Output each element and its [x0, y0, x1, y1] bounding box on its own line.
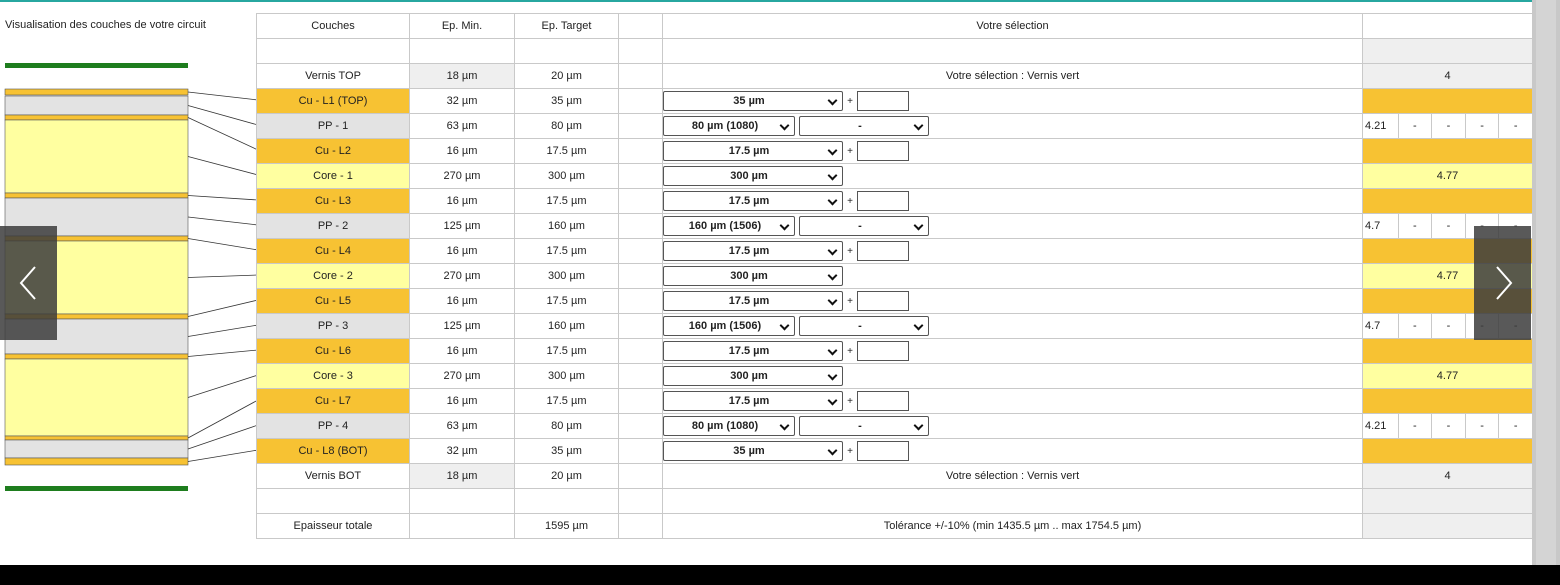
- chevron-down-icon: [914, 222, 923, 231]
- header-selection: Votre sélection: [663, 14, 1363, 39]
- selection-controls: [663, 164, 1363, 189]
- ep-target: 80 µm: [515, 414, 619, 439]
- layer-row-cu-l1-top: [257, 89, 1533, 114]
- leader-line: [188, 92, 258, 100]
- selection-text: Votre sélection : Vernis vert: [663, 464, 1363, 489]
- ep-target: 20 µm: [515, 64, 619, 89]
- chevron-down-icon: [828, 272, 837, 281]
- selection-controls: [663, 314, 1363, 339]
- thickness-dropdown[interactable]: 17.5 µm: [663, 291, 843, 311]
- stack-layer-core: [5, 359, 188, 436]
- thickness-dropdown[interactable]: 300 µm: [663, 366, 843, 386]
- dielectric-value: 4.7: [1363, 214, 1398, 238]
- chevron-down-icon: [780, 422, 789, 431]
- selection-controls: [663, 389, 1363, 414]
- layer-row-cu-l8-bot: [257, 439, 1533, 464]
- layer-stack-table: [256, 13, 1533, 539]
- carousel-next-button[interactable]: [1474, 226, 1531, 340]
- dielectric-value: -: [1398, 214, 1432, 238]
- layer-name: Cu - L7: [257, 389, 410, 414]
- plus-sign: +: [847, 145, 853, 157]
- selection-text: Votre sélection : Vernis vert: [663, 64, 1363, 89]
- thickness-dropdown[interactable]: 160 µm (1506): [663, 316, 795, 336]
- selection-controls: [663, 439, 1363, 464]
- top-accent-line: [0, 0, 1532, 2]
- ep-target: 17.5 µm: [515, 389, 619, 414]
- thickness-dropdown[interactable]: 17.5 µm: [663, 341, 843, 361]
- thickness-dropdown[interactable]: 17.5 µm: [663, 391, 843, 411]
- chevron-down-icon: [780, 122, 789, 131]
- ep-target: 17.5 µm: [515, 239, 619, 264]
- layer-name: Vernis TOP: [257, 64, 410, 89]
- layer-name: Core - 3: [257, 364, 410, 389]
- varnish-bottom-bar: [5, 486, 188, 491]
- dielectric-value: -: [1431, 114, 1465, 138]
- ep-target: 17.5 µm: [515, 339, 619, 364]
- extra-thickness-input[interactable]: [857, 141, 909, 161]
- ep-target: 300 µm: [515, 164, 619, 189]
- chevron-left-icon: [17, 263, 41, 303]
- thickness-dropdown[interactable]: 160 µm (1506): [663, 216, 795, 236]
- layer-name: Cu - L2: [257, 139, 410, 164]
- ep-min: 18 µm: [410, 64, 515, 89]
- layer-row-pp-4: [257, 414, 1533, 439]
- plus-sign: +: [847, 395, 853, 407]
- stack-layer-cu: [5, 436, 188, 440]
- chevron-down-icon: [914, 122, 923, 131]
- total-target: 1595 µm: [515, 514, 619, 539]
- total-row: [257, 514, 1533, 539]
- chevron-down-icon: [914, 322, 923, 331]
- leader-line: [188, 400, 258, 438]
- tolerance-text: Tolérance +/-10% (min 1435.5 µm .. max 1754.5 µm): [663, 514, 1363, 539]
- layer-name: PP - 1: [257, 114, 410, 139]
- header-ep-target: Ep. Target: [515, 14, 619, 39]
- layer-row-cu-l4: [257, 239, 1533, 264]
- ep-min: 16 µm: [410, 389, 515, 414]
- thickness-dropdown[interactable]: 80 µm (1080): [663, 416, 795, 436]
- ep-target: 17.5 µm: [515, 189, 619, 214]
- extra-thickness-input[interactable]: [857, 441, 909, 461]
- ep-target: 160 µm: [515, 214, 619, 239]
- spacer-row: [257, 489, 1533, 514]
- chevron-down-icon: [828, 172, 837, 181]
- stack-layer-core: [5, 120, 188, 193]
- stack-layer-cu: [5, 458, 188, 465]
- ep-min: 270 µm: [410, 364, 515, 389]
- chevron-down-icon: [828, 397, 837, 406]
- dielectric-value: -: [1398, 314, 1432, 338]
- material-dropdown[interactable]: -: [799, 316, 929, 336]
- extra-thickness-input[interactable]: [857, 391, 909, 411]
- header-couches: Couches: [257, 14, 410, 39]
- dielectric-value: 4.21: [1363, 114, 1398, 138]
- plus-sign: +: [847, 295, 853, 307]
- stack-layer-pp: [5, 96, 188, 115]
- leader-line: [188, 450, 258, 462]
- chevron-down-icon: [780, 322, 789, 331]
- dielectric-value: -: [1431, 214, 1465, 238]
- chevron-down-icon: [828, 97, 837, 106]
- layer-name: Cu - L8 (BOT): [257, 439, 410, 464]
- ep-target: 300 µm: [515, 364, 619, 389]
- scrollbar-track[interactable]: [1536, 0, 1556, 565]
- layer-row-pp-2: [257, 214, 1533, 239]
- varnish-value: 4: [1363, 64, 1533, 89]
- ep-target: 300 µm: [515, 264, 619, 289]
- leader-line: [188, 275, 258, 278]
- thickness-dropdown[interactable]: 17.5 µm: [663, 241, 843, 261]
- layer-row-vernis-top: [257, 64, 1533, 89]
- extra-thickness-input[interactable]: [857, 191, 909, 211]
- ep-min: 63 µm: [410, 414, 515, 439]
- dielectric-value: 4.21: [1363, 414, 1398, 438]
- table-header-row: [257, 14, 1533, 39]
- chevron-down-icon: [828, 447, 837, 456]
- layer-row-pp-1: [257, 114, 1533, 139]
- chevron-down-icon: [828, 347, 837, 356]
- leader-line: [188, 350, 258, 357]
- leader-line: [188, 425, 258, 449]
- ep-target: 35 µm: [515, 89, 619, 114]
- footer-bar: [0, 565, 1560, 585]
- vertical-scrollbar[interactable]: [1532, 0, 1560, 565]
- ep-min: 18 µm: [410, 464, 515, 489]
- ep-min: 32 µm: [410, 439, 515, 464]
- dielectric-value: -: [1465, 414, 1499, 438]
- dielectric-value: -: [1498, 414, 1532, 438]
- dielectric-value: -: [1431, 414, 1465, 438]
- stack-layer-pp: [5, 440, 188, 458]
- layer-row-cu-l5: [257, 289, 1533, 314]
- dielectric-value: -: [1498, 114, 1532, 138]
- ep-min: 16 µm: [410, 139, 515, 164]
- carousel-prev-button[interactable]: [0, 226, 57, 340]
- header-right: [1363, 14, 1533, 39]
- stack-layer-cu: [5, 89, 188, 95]
- leader-line: [188, 239, 258, 251]
- thickness-dropdown[interactable]: 300 µm: [663, 166, 843, 186]
- ep-target: 80 µm: [515, 114, 619, 139]
- dielectric-value: -: [1398, 414, 1432, 438]
- spacer-row: [257, 39, 1533, 64]
- thickness-dropdown[interactable]: 35 µm: [663, 91, 843, 111]
- material-dropdown[interactable]: -: [799, 116, 929, 136]
- selection-controls: [663, 264, 1363, 289]
- layer-name: Cu - L5: [257, 289, 410, 314]
- ep-min: 125 µm: [410, 314, 515, 339]
- ep-min: 16 µm: [410, 289, 515, 314]
- layer-row-core-2: [257, 264, 1533, 289]
- layer-name: Core - 2: [257, 264, 410, 289]
- layer-row-cu-l6: [257, 339, 1533, 364]
- chevron-down-icon: [828, 247, 837, 256]
- selection-controls: [663, 289, 1363, 314]
- extra-thickness-input[interactable]: [857, 241, 909, 261]
- ep-target: 17.5 µm: [515, 139, 619, 164]
- leader-line: [188, 157, 258, 176]
- ep-target: 160 µm: [515, 314, 619, 339]
- thickness-dropdown[interactable]: 35 µm: [663, 441, 843, 461]
- selection-controls: [663, 339, 1363, 364]
- visualization-title: Visualisation des couches de votre circuit: [5, 19, 206, 31]
- selection-controls: [663, 364, 1363, 389]
- dielectric-value: 4.77: [1363, 164, 1533, 189]
- ep-min: 16 µm: [410, 189, 515, 214]
- header-empty: [619, 14, 663, 39]
- ep-min: 16 µm: [410, 339, 515, 364]
- plus-sign: +: [847, 195, 853, 207]
- layer-name: Core - 1: [257, 164, 410, 189]
- dielectric-value: 4.77: [1363, 364, 1533, 389]
- layer-name: Cu - L6: [257, 339, 410, 364]
- ep-min: 16 µm: [410, 239, 515, 264]
- ep-target: 17.5 µm: [515, 289, 619, 314]
- leader-line: [188, 375, 258, 398]
- varnish-top-bar: [5, 63, 188, 68]
- leader-line: [188, 300, 258, 317]
- ep-min: 32 µm: [410, 89, 515, 114]
- chevron-down-icon: [828, 197, 837, 206]
- layer-name: PP - 3: [257, 314, 410, 339]
- plus-sign: +: [847, 345, 853, 357]
- ep-target: 35 µm: [515, 439, 619, 464]
- extra-thickness-input[interactable]: [857, 91, 909, 111]
- layer-row-core-1: [257, 164, 1533, 189]
- selection-controls: [663, 114, 1363, 139]
- selection-controls: [663, 239, 1363, 264]
- extra-thickness-input[interactable]: [857, 291, 909, 311]
- leader-line: [188, 325, 258, 337]
- plus-sign: +: [847, 95, 853, 107]
- selection-controls: [663, 139, 1363, 164]
- layer-row-cu-l7: [257, 389, 1533, 414]
- plus-sign: +: [847, 445, 853, 457]
- layer-row-cu-l3: [257, 189, 1533, 214]
- header-ep-min: Ep. Min.: [410, 14, 515, 39]
- dielectric-values: [1363, 114, 1533, 139]
- selection-controls: [663, 214, 1363, 239]
- chevron-down-icon: [914, 422, 923, 431]
- material-dropdown[interactable]: -: [799, 216, 929, 236]
- ep-target: 20 µm: [515, 464, 619, 489]
- leader-line: [188, 196, 258, 201]
- layer-name: Vernis BOT: [257, 464, 410, 489]
- selection-controls: [663, 189, 1363, 214]
- thickness-dropdown[interactable]: 17.5 µm: [663, 141, 843, 161]
- material-dropdown[interactable]: -: [799, 416, 929, 436]
- thickness-dropdown[interactable]: 300 µm: [663, 266, 843, 286]
- chevron-down-icon: [828, 147, 837, 156]
- dielectric-value: 4.7: [1363, 314, 1398, 338]
- stack-layer-cu: [5, 193, 188, 198]
- ep-min: 125 µm: [410, 214, 515, 239]
- plus-sign: +: [847, 245, 853, 257]
- chevron-down-icon: [780, 222, 789, 231]
- dielectric-value: -: [1465, 114, 1499, 138]
- stack-layer-cu: [5, 354, 188, 359]
- dielectric-values: [1363, 414, 1533, 439]
- layer-name: Cu - L3: [257, 189, 410, 214]
- extra-thickness-input[interactable]: [857, 341, 909, 361]
- layer-row-core-3: [257, 364, 1533, 389]
- dielectric-value: -: [1431, 314, 1465, 338]
- thickness-dropdown[interactable]: 80 µm (1080): [663, 116, 795, 136]
- stack-layer-cu: [5, 115, 188, 120]
- total-label: Epaisseur totale: [257, 514, 410, 539]
- chevron-down-icon: [828, 372, 837, 381]
- leader-line: [188, 217, 258, 225]
- ep-min: 63 µm: [410, 114, 515, 139]
- varnish-value: 4: [1363, 464, 1533, 489]
- ep-min: 270 µm: [410, 264, 515, 289]
- selection-controls: [663, 414, 1363, 439]
- layer-row-pp-3: [257, 314, 1533, 339]
- chevron-right-icon: [1491, 263, 1515, 303]
- thickness-dropdown[interactable]: 17.5 µm: [663, 191, 843, 211]
- layer-name: PP - 4: [257, 414, 410, 439]
- layer-name: Cu - L4: [257, 239, 410, 264]
- layer-name: Cu - L1 (TOP): [257, 89, 410, 114]
- selection-controls: [663, 89, 1363, 114]
- layer-row-vernis-bot: [257, 464, 1533, 489]
- dielectric-value: 4.77: [1363, 264, 1533, 289]
- layer-row-cu-l2: [257, 139, 1533, 164]
- dielectric-value: -: [1398, 114, 1432, 138]
- layer-name: PP - 2: [257, 214, 410, 239]
- ep-min: 270 µm: [410, 164, 515, 189]
- chevron-down-icon: [828, 297, 837, 306]
